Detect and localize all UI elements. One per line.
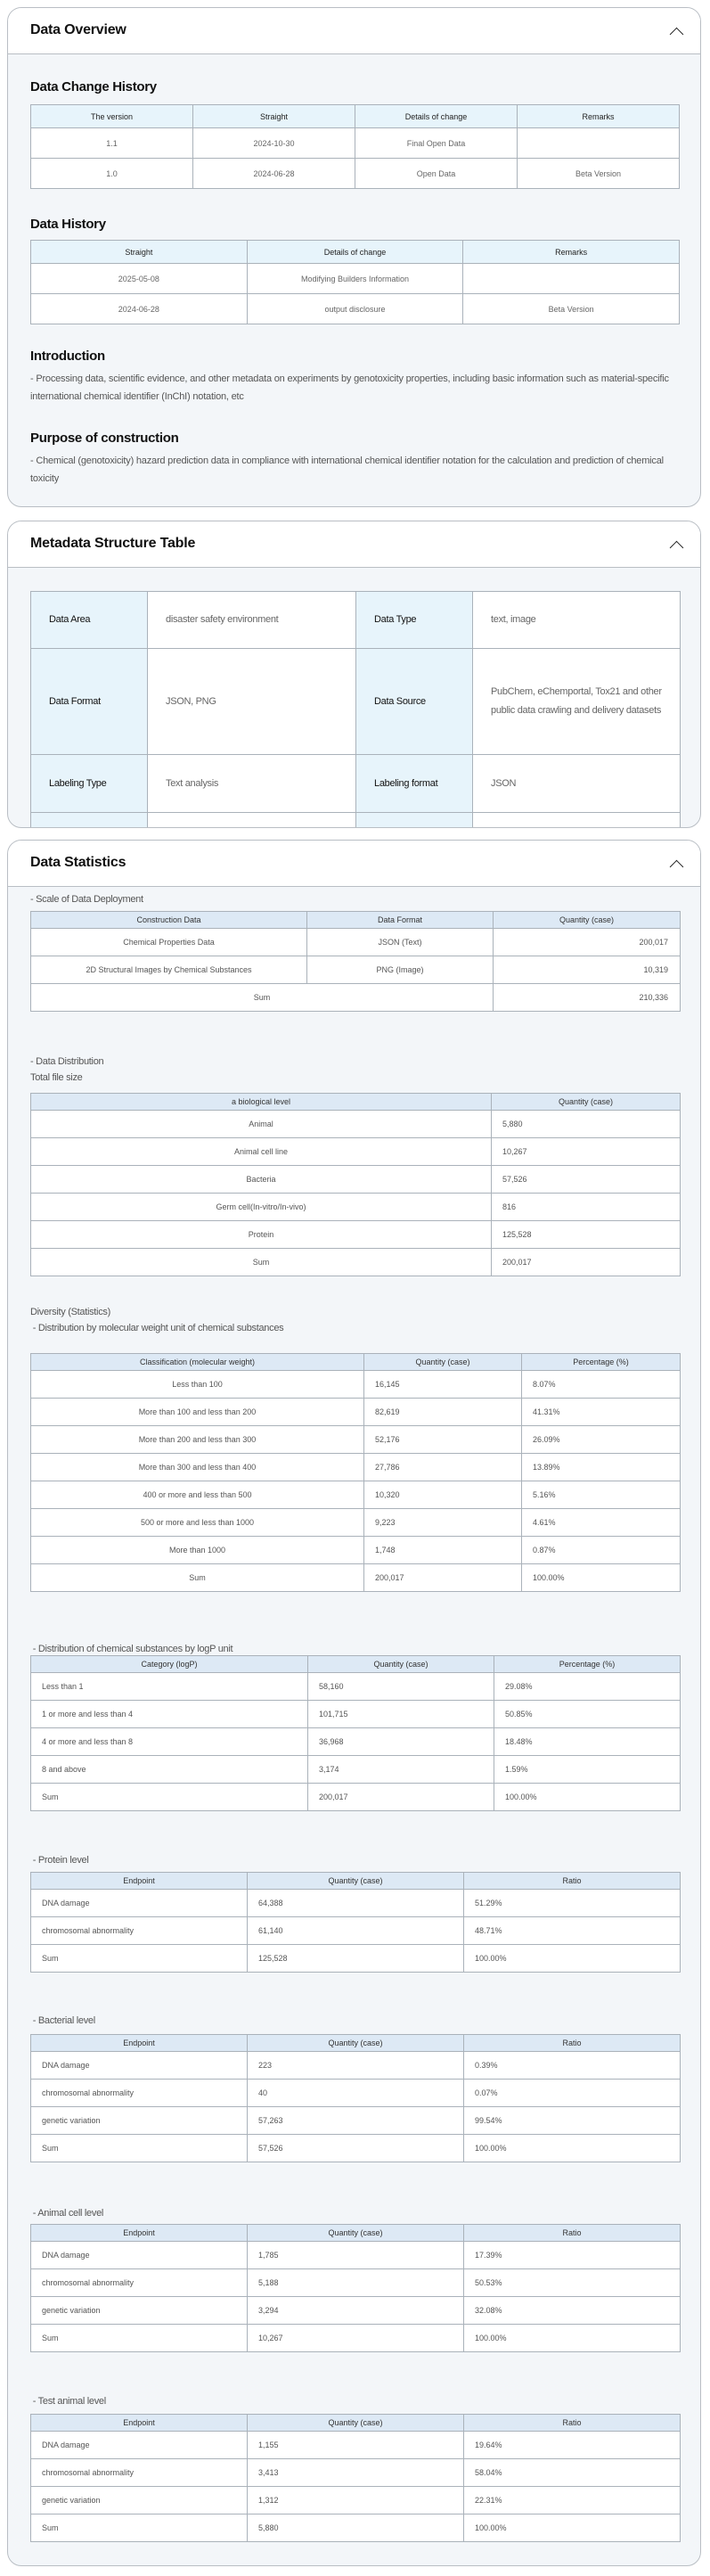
data-overview-card — [7, 7, 701, 507]
table-row — [31, 1784, 681, 1811]
table-cell: 125,528 — [492, 1221, 681, 1249]
table-row — [31, 1728, 681, 1756]
table-cell: 0.07% — [464, 2080, 681, 2107]
column-header: Remarks — [518, 105, 680, 128]
table-cell: 100.00% — [464, 2135, 681, 2162]
table-row — [31, 1756, 681, 1784]
table-cell: Final Open Data — [355, 128, 518, 159]
table-cell: Less than 100 — [31, 1371, 364, 1399]
table-row — [31, 649, 681, 755]
metadata-header[interactable] — [8, 521, 700, 568]
table-cell: More than 1000 — [31, 1537, 364, 1564]
table-row — [31, 1890, 681, 1917]
table-row — [31, 2242, 681, 2269]
table-row — [31, 813, 681, 829]
meta-value: text, image — [473, 592, 681, 649]
table-cell: 52,176 — [364, 1426, 522, 1454]
table-row — [31, 1166, 681, 1194]
table-row — [31, 1399, 681, 1426]
table-row — [31, 1509, 681, 1537]
table-cell: 58.04% — [464, 2459, 681, 2487]
table-cell: 223 — [248, 2052, 464, 2080]
table-cell: 101,715 — [308, 1701, 494, 1728]
chevron-up-icon[interactable] — [670, 26, 682, 38]
table-row — [31, 2135, 681, 2162]
table-cell: 32.08% — [464, 2297, 681, 2325]
table-cell: 100.00% — [522, 1564, 681, 1592]
column-header: Quantity (case) — [364, 1354, 522, 1371]
purpose-title: Purpose of construction — [30, 431, 179, 446]
table-row — [31, 159, 680, 189]
meta-value: JSON, PNG — [148, 649, 356, 755]
column-header: Classification (molecular weight) — [31, 1354, 364, 1371]
column-header: Quantity (case) — [308, 1656, 494, 1673]
test-animal-label: - Test animal level — [30, 2396, 106, 2407]
table-row — [31, 2080, 681, 2107]
protein-label: - Protein level — [30, 1855, 89, 1866]
column-header: Details of change — [355, 105, 518, 128]
table-cell: 10,320 — [364, 1481, 522, 1509]
table-cell: 99.54% — [464, 2107, 681, 2135]
column-header: Ratio — [464, 1873, 681, 1890]
table-cell: More than 200 and less than 300 — [31, 1426, 364, 1454]
table-cell: 10,319 — [494, 956, 681, 984]
table-cell: 27,786 — [364, 1454, 522, 1481]
column-header: Quantity (case) — [248, 2225, 464, 2242]
table-row — [31, 1454, 681, 1481]
table-row — [31, 2107, 681, 2135]
table-cell: 2024-06-28 — [31, 294, 248, 324]
table-row — [31, 1138, 681, 1166]
table-cell: 100.00% — [464, 2325, 681, 2352]
data-overview-header[interactable] — [8, 8, 700, 54]
meta-label: Data Format — [31, 649, 148, 755]
meta-label — [31, 813, 148, 829]
meta-label: Data Source — [356, 649, 473, 755]
scale-table — [30, 911, 681, 1012]
table-row — [31, 2487, 681, 2514]
table-row — [31, 1371, 681, 1399]
table-row — [31, 1945, 681, 1973]
column-header: Ratio — [464, 2415, 681, 2432]
section-title: Metadata Structure Table — [30, 536, 196, 551]
table-cell: genetic variation — [31, 2297, 248, 2325]
table-cell: Animal — [31, 1111, 492, 1138]
meta-label: Data Area — [31, 592, 148, 649]
table-cell: chromosomal abnormality — [31, 2269, 248, 2297]
statistics-card — [7, 840, 701, 2566]
table-row — [31, 2052, 681, 2080]
table-cell: 41.31% — [522, 1399, 681, 1426]
table-cell: 1,155 — [248, 2432, 464, 2459]
table-cell: 200,017 — [364, 1564, 522, 1592]
table-cell: 48.71% — [464, 1917, 681, 1945]
meta-label: Data Type — [356, 592, 473, 649]
table-cell: 40 — [248, 2080, 464, 2107]
table-cell: 10,267 — [492, 1138, 681, 1166]
table-cell: 1.59% — [494, 1756, 681, 1784]
table-cell: Open Data — [355, 159, 518, 189]
table-cell: 2024-06-28 — [193, 159, 355, 189]
table-cell: JSON (Text) — [307, 929, 494, 956]
table-cell: Sum — [31, 1784, 308, 1811]
table-cell: More than 300 and less than 400 — [31, 1454, 364, 1481]
table-cell: 13.89% — [522, 1454, 681, 1481]
table-cell: 2024-10-30 — [193, 128, 355, 159]
column-header: Percentage (%) — [494, 1656, 681, 1673]
table-row — [31, 929, 681, 956]
diversity-label: Diversity (Statistics) — [30, 1307, 110, 1317]
change-history-table — [30, 104, 680, 189]
table-cell: 5,188 — [248, 2269, 464, 2297]
table-cell: 19.64% — [464, 2432, 681, 2459]
table-cell: 26.09% — [522, 1426, 681, 1454]
column-header: Remarks — [463, 241, 680, 264]
purpose-text: - Chemical (genotoxicity) hazard prediction data in compliance with international chemical identifier notation for the calculation and prediction of chemical toxicity — [30, 455, 664, 484]
table-cell: DNA damage — [31, 2432, 248, 2459]
table-cell: 0.39% — [464, 2052, 681, 2080]
introduction-title: Introduction — [30, 349, 105, 364]
scale-label: - Scale of Data Deployment — [30, 894, 143, 905]
table-cell: 100.00% — [464, 1945, 681, 1973]
table-cell: 400 or more and less than 500 — [31, 1481, 364, 1509]
section-title: Data Overview — [30, 22, 126, 37]
column-header: Data Format — [307, 912, 494, 929]
table-row — [31, 592, 681, 649]
logp-label: - Distribution of chemical substances by logP unit — [30, 1644, 233, 1654]
table-cell: 100.00% — [464, 2514, 681, 2542]
table-cell: 57,526 — [248, 2135, 464, 2162]
table-cell: 1.0 — [31, 159, 193, 189]
meta-value — [473, 813, 681, 829]
table-row — [31, 1249, 681, 1276]
column-header: The version — [31, 105, 193, 128]
table-cell: 200,017 — [494, 929, 681, 956]
column-header: Straight — [193, 105, 355, 128]
table-row — [31, 1426, 681, 1454]
table-cell: 5.16% — [522, 1481, 681, 1509]
table-cell: 8.07% — [522, 1371, 681, 1399]
meta-label — [356, 813, 473, 829]
table-cell: 82,619 — [364, 1399, 522, 1426]
table-cell: 2025-05-08 — [31, 264, 248, 294]
table-row — [31, 294, 680, 324]
table-cell: DNA damage — [31, 2242, 248, 2269]
meta-label: Labeling Type — [31, 755, 148, 813]
column-header: Details of change — [247, 241, 463, 264]
distribution-table — [30, 1093, 681, 1276]
table-cell: 1,785 — [248, 2242, 464, 2269]
table-row — [31, 2325, 681, 2352]
chevron-up-icon[interactable] — [670, 539, 682, 552]
table-cell: Modifying Builders Information — [247, 264, 463, 294]
molecular-table — [30, 1353, 681, 1592]
table-cell: 9,223 — [364, 1509, 522, 1537]
metadata-table — [30, 591, 681, 828]
table-row — [31, 2459, 681, 2487]
table-cell: 18.48% — [494, 1728, 681, 1756]
molecular-label: - Distribution by molecular weight unit of chemical substances — [30, 1323, 284, 1333]
table-row — [31, 1701, 681, 1728]
table-cell: 1.1 — [31, 128, 193, 159]
table-cell: 57,263 — [248, 2107, 464, 2135]
bacterial-label: - Bacterial level — [30, 2015, 95, 2026]
column-header: Quantity (case) — [494, 912, 681, 929]
table-cell: 200,017 — [492, 1249, 681, 1276]
table-row — [31, 2514, 681, 2542]
meta-label: Labeling format — [356, 755, 473, 813]
statistics-header[interactable] — [8, 841, 700, 887]
data-history-table — [30, 240, 680, 324]
table-cell: 29.08% — [494, 1673, 681, 1701]
column-header: Endpoint — [31, 2035, 248, 2052]
table-cell: chromosomal abnormality — [31, 2080, 248, 2107]
table-cell: 0.87% — [522, 1537, 681, 1564]
column-header: Quantity (case) — [248, 2415, 464, 2432]
column-header: Ratio — [464, 2035, 681, 2052]
chevron-up-icon[interactable] — [670, 858, 682, 871]
table-cell: 61,140 — [248, 1917, 464, 1945]
table-cell: 4 or more and less than 8 — [31, 1728, 308, 1756]
table-cell — [463, 264, 680, 294]
change-history-title: Data Change History — [30, 79, 157, 94]
table-cell: 125,528 — [248, 1945, 464, 1973]
table-row — [31, 755, 681, 813]
column-header: Endpoint — [31, 1873, 248, 1890]
table-cell: 22.31% — [464, 2487, 681, 2514]
metadata-card — [7, 521, 701, 828]
column-header: Quantity (case) — [248, 1873, 464, 1890]
bacterial-table — [30, 2034, 681, 2162]
table-cell: Chemical Properties Data — [31, 929, 307, 956]
table-row — [31, 956, 681, 984]
table-cell: genetic variation — [31, 2487, 248, 2514]
table-row — [31, 1194, 681, 1221]
table-cell: More than 100 and less than 200 — [31, 1399, 364, 1426]
column-header: Straight — [31, 241, 248, 264]
column-header: Category (logP) — [31, 1656, 308, 1673]
test-animal-table — [30, 2414, 681, 2542]
table-cell: Bacteria — [31, 1166, 492, 1194]
table-cell: Sum — [31, 2135, 248, 2162]
table-cell: 1,312 — [248, 2487, 464, 2514]
table-cell: DNA damage — [31, 1890, 248, 1917]
table-cell: 3,174 — [308, 1756, 494, 1784]
meta-value — [148, 813, 356, 829]
table-cell: 1,748 — [364, 1537, 522, 1564]
data-history-title: Data History — [30, 217, 106, 232]
column-header: Quantity (case) — [248, 2035, 464, 2052]
table-cell: 64,388 — [248, 1890, 464, 1917]
table-cell: Less than 1 — [31, 1673, 308, 1701]
column-header: Ratio — [464, 2225, 681, 2242]
table-cell: output disclosure — [247, 294, 463, 324]
table-cell: 5,880 — [248, 2514, 464, 2542]
table-row — [31, 1673, 681, 1701]
table-row — [31, 1481, 681, 1509]
meta-value: PubChem, eChemportal, Tox21 and other public data crawling and delivery datasets — [473, 649, 681, 755]
column-header: Percentage (%) — [522, 1354, 681, 1371]
column-header: Endpoint — [31, 2225, 248, 2242]
column-header: Endpoint — [31, 2415, 248, 2432]
table-cell: 50.53% — [464, 2269, 681, 2297]
table-cell: 4.61% — [522, 1509, 681, 1537]
distribution-sublabel: Total file size — [30, 1072, 83, 1083]
table-row — [31, 1537, 681, 1564]
animal-cell-label: - Animal cell level — [30, 2208, 104, 2219]
table-cell: Sum — [31, 2325, 248, 2352]
table-cell: 10,267 — [248, 2325, 464, 2352]
table-cell: Animal cell line — [31, 1138, 492, 1166]
table-cell: 500 or more and less than 1000 — [31, 1509, 364, 1537]
table-row — [31, 1917, 681, 1945]
table-row — [31, 2297, 681, 2325]
table-cell: 3,294 — [248, 2297, 464, 2325]
table-cell: 8 and above — [31, 1756, 308, 1784]
table-cell: Sum — [31, 984, 494, 1012]
table-cell: chromosomal abnormality — [31, 2459, 248, 2487]
section-title: Data Statistics — [30, 855, 126, 870]
table-cell: 1 or more and less than 4 — [31, 1701, 308, 1728]
meta-value: disaster safety environment — [148, 592, 356, 649]
table-cell: 57,526 — [492, 1166, 681, 1194]
table-cell: 16,145 — [364, 1371, 522, 1399]
table-cell: Sum — [31, 1945, 248, 1973]
table-cell: genetic variation — [31, 2107, 248, 2135]
table-row — [31, 2269, 681, 2297]
table-cell: Sum — [31, 2514, 248, 2542]
table-cell: PNG (Image) — [307, 956, 494, 984]
table-cell: Beta Version — [518, 159, 680, 189]
table-row — [31, 1564, 681, 1592]
table-cell: 2D Structural Images by Chemical Substances — [31, 956, 307, 984]
table-cell: 17.39% — [464, 2242, 681, 2269]
table-row — [31, 2432, 681, 2459]
table-cell: 816 — [492, 1194, 681, 1221]
table-cell: 210,336 — [494, 984, 681, 1012]
column-header: Construction Data — [31, 912, 307, 929]
table-cell: Protein — [31, 1221, 492, 1249]
table-row — [31, 1221, 681, 1249]
protein-table — [30, 1872, 681, 1973]
table-row — [31, 1111, 681, 1138]
distribution-label: - Data Distribution — [30, 1056, 104, 1067]
table-cell: 100.00% — [494, 1784, 681, 1811]
column-header: a biological level — [31, 1094, 492, 1111]
table-row — [31, 984, 681, 1012]
table-cell: 200,017 — [308, 1784, 494, 1811]
table-row — [31, 264, 680, 294]
table-cell: Sum — [31, 1564, 364, 1592]
table-cell: 51.29% — [464, 1890, 681, 1917]
table-cell: Sum — [31, 1249, 492, 1276]
animal-cell-table — [30, 2224, 681, 2352]
table-cell: 36,968 — [308, 1728, 494, 1756]
table-cell: DNA damage — [31, 2052, 248, 2080]
table-cell — [518, 128, 680, 159]
table-row — [31, 128, 680, 159]
table-cell: 50.85% — [494, 1701, 681, 1728]
table-cell: 5,880 — [492, 1111, 681, 1138]
table-cell: 3,413 — [248, 2459, 464, 2487]
column-header: Quantity (case) — [492, 1094, 681, 1111]
table-cell: Germ cell(In-vitro/In-vivo) — [31, 1194, 492, 1221]
table-cell: Beta Version — [463, 294, 680, 324]
table-cell: 58,160 — [308, 1673, 494, 1701]
meta-value: JSON — [473, 755, 681, 813]
introduction-text: - Processing data, scientific evidence, and other metadata on experiments by genotoxicity properties, including basic information such as material-specific international chemical identifier (InChI) notation, etc — [30, 373, 669, 402]
meta-value: Text analysis — [148, 755, 356, 813]
logp-table — [30, 1655, 681, 1811]
table-cell: chromosomal abnormality — [31, 1917, 248, 1945]
